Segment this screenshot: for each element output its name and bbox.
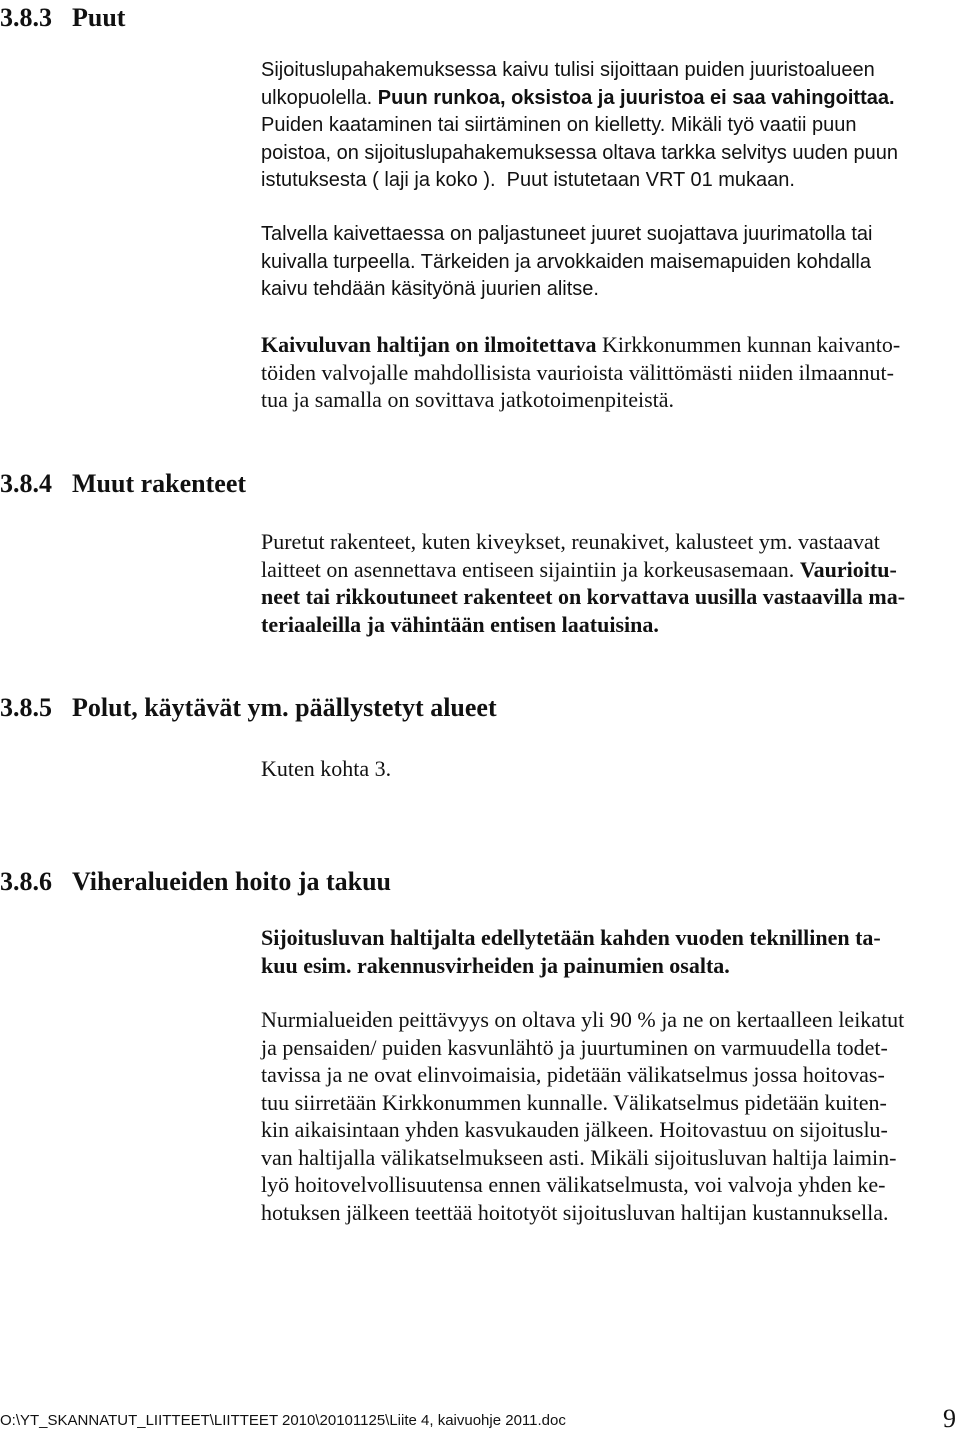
text-line — [261, 924, 960, 952]
section-heading-viheralueiden-hoito — [0, 866, 391, 898]
section-number: 3.8.3 — [0, 3, 52, 32]
section-title: Viheralueiden hoito ja takuu — [72, 867, 392, 896]
text-line — [261, 556, 960, 584]
text-line — [261, 85, 960, 113]
paragraph — [261, 528, 960, 638]
text-line — [261, 1171, 960, 1199]
text: tuu siirretään Kirkkonummen kunnalle. Välikatselmus pidetään kuiten- — [261, 1089, 887, 1115]
paragraph — [261, 1006, 960, 1226]
paragraph — [261, 221, 960, 304]
file-path: O:\YT_SKANNATUT_LIITTEET\LIITTEET 2010\20101125\Liite 4, kaivuohje 2011.doc — [0, 1412, 566, 1429]
text: kin aikaisintaan yhden kasvukauden jälkeen. Hoitovastuu on sijoituslu- — [261, 1117, 888, 1142]
text-line — [261, 112, 960, 140]
paragraph — [261, 924, 960, 979]
text: istutuksesta ( laji ja koko ). Puut istutetaan VRT 01 mukaan. — [261, 169, 795, 191]
text-line — [261, 1034, 960, 1062]
text-line — [261, 167, 960, 195]
page-footer — [0, 1404, 960, 1436]
text-line — [261, 140, 960, 168]
text-line — [261, 57, 960, 85]
section-heading-polut — [0, 692, 497, 724]
section-heading-muut-rakenteet — [0, 468, 246, 500]
text: van haltijalla välikatselmukseen asti. Mikäli sijoitusluvan haltija laimin- — [261, 1144, 897, 1170]
text: ulkopuolella. — [261, 86, 378, 109]
text-line — [261, 1199, 960, 1227]
page-number: 9 — [943, 1404, 956, 1433]
text-line — [261, 359, 960, 387]
text: Nurmialueiden peittävyys on oltava yli 90 % ja ne on kertaalleen leikatut — [261, 1007, 905, 1032]
text-line — [261, 528, 960, 556]
section-title: Puut — [72, 3, 126, 32]
text: Puiden kaataminen tai siirtäminen on kielletty. Mikäli työ vaatii puun — [261, 114, 857, 136]
text-line — [261, 1144, 960, 1172]
text: tua ja samalla on sovittava jatkotoimenpiteistä. — [261, 387, 675, 412]
bold-text: Puun runkoa, oksistoa ja juuristoa ei saa vahingoittaa. — [377, 86, 895, 109]
text-line — [261, 583, 960, 611]
section-heading-puut — [0, 2, 125, 34]
text-line — [261, 1061, 960, 1089]
bold-text: kuu esim. rakennusvirheiden ja painumien osalta. — [261, 952, 730, 978]
text-line — [261, 386, 960, 414]
section-title: Muut rakenteet — [72, 469, 247, 498]
bold-text: Kaivuluvan haltijan on ilmoitettava — [261, 332, 597, 357]
text-line — [261, 1006, 960, 1034]
text: kuivalla turpeella. Tärkeiden ja arvokkaiden maisemapuiden kohdalla — [261, 250, 871, 273]
paragraph — [261, 331, 960, 414]
text: poistoa, on sijoituslupahakemuksessa oltava tarkka selvitys uuden puun — [261, 141, 899, 164]
text: Puretut rakenteet, kuten kiveykset, reunakivet, kalusteet ym. vastaavat — [261, 529, 880, 554]
text: ja pensaiden/ puiden kasvunlähtö ja juurtuminen on varmuudella todet- — [261, 1034, 888, 1060]
text: hotuksen jälkeen teettää hoitotyöt sijoitusluvan haltijan kustannuksella. — [261, 1199, 889, 1225]
text-line — [261, 755, 960, 783]
bold-text: Vaurioitu- — [799, 556, 897, 582]
text-line — [261, 249, 960, 277]
bold-text: teriaaleilla ja vähintään entisen laatuisina. — [261, 611, 659, 637]
text: tavissa ja ne ovat elinvoimaisia, pidetään välikatselmus jossa hoitovas- — [261, 1062, 885, 1087]
text: töiden valvojalle mahdollisista vaurioista välittömästi niiden ilmaannut- — [261, 359, 894, 385]
section-title: Polut, käytävät ym. päällystetyt alueet — [72, 693, 497, 722]
text: Sijoituslupahakemuksessa kaivu tulisi sijoittaan puiden juuristoalueen — [261, 59, 875, 81]
text-line — [261, 221, 960, 249]
text-line — [261, 1116, 960, 1144]
section-number: 3.8.6 — [0, 867, 52, 896]
text-line — [261, 611, 960, 639]
bold-text: Sijoitusluvan haltijalta edellytetään kahden vuoden teknillinen ta- — [261, 925, 881, 950]
text: Kirkkonummen kunnan kaivanto- — [596, 332, 901, 357]
text-line — [261, 331, 960, 359]
text: lyö hoitovelvollisuutensa ennen välikatselmusta, voi valvoja yhden ke- — [261, 1172, 886, 1197]
text: kaivu tehdään käsityönä juurien alitse. — [261, 278, 599, 300]
bold-text: neet tai rikkoutuneet rakenteet on korvattava uusilla vastaavilla ma- — [261, 584, 906, 609]
section-number: 3.8.4 — [0, 469, 52, 498]
text: Talvella kaivettaessa on paljastuneet juuret suojattava juurimatolla tai — [261, 223, 873, 245]
paragraph — [261, 57, 960, 195]
section-number: 3.8.5 — [0, 693, 52, 722]
text-line — [261, 276, 960, 304]
text: Kuten kohta 3. — [261, 756, 392, 781]
text-line — [261, 952, 960, 980]
text: laitteet on asennettava entiseen sijaintiin ja korkeusasemaan. — [261, 556, 800, 582]
text-line — [261, 1089, 960, 1117]
paragraph — [261, 755, 960, 783]
